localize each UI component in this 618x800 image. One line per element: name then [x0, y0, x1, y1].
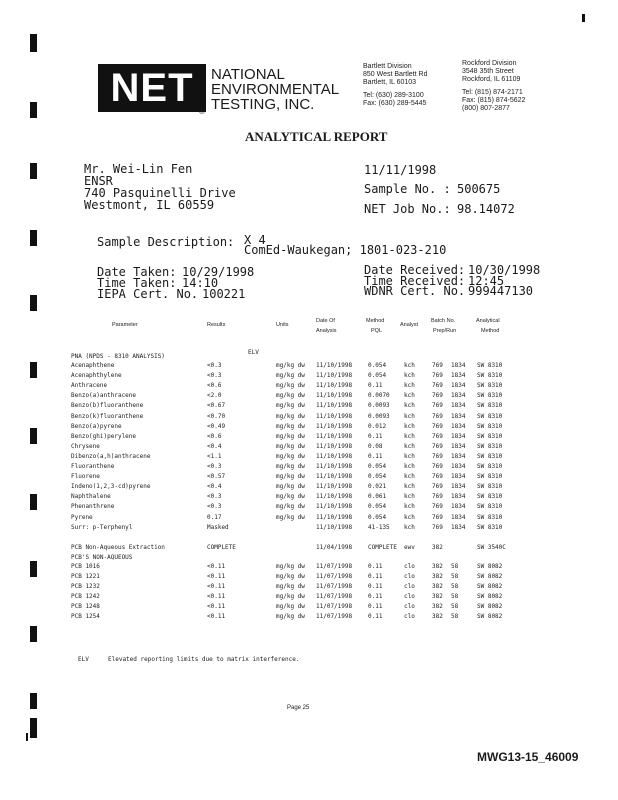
pna-row-a: kch: [404, 402, 415, 410]
pna-row-u: mg/kg dw: [276, 452, 305, 460]
pna-row-r: <0.3: [207, 503, 222, 511]
pna-row-d: 11/10/1998: [316, 452, 353, 460]
pcb-row-b1: 382: [432, 583, 443, 590]
pna-row-b2: 1834: [451, 392, 466, 400]
pna-row-b2: 1834: [451, 412, 466, 420]
pna-row-q: 0.08: [368, 442, 383, 450]
col-pql: PQL: [371, 328, 383, 334]
pna-row-d: 11/10/1998: [316, 412, 353, 420]
sample-desc-label: Sample Description:: [97, 235, 235, 249]
pna-row-a: kch: [404, 382, 415, 390]
pna-row-r: <1.1: [207, 452, 222, 460]
pna-row-q: 0.11: [368, 382, 383, 390]
pna-row-a: kch: [404, 503, 415, 511]
pcb-row-q: 0.11: [368, 583, 383, 590]
pcb-row-u: mg/kg dw: [276, 583, 305, 590]
pna-row-r: <0.4: [207, 442, 222, 450]
footnote-code: ELV: [78, 656, 89, 663]
pna-row-b2: 1834: [451, 422, 466, 430]
binding-mark: [30, 295, 37, 311]
pna-row-a: kch: [404, 412, 415, 420]
pna-row-p: Benzo(b)fluoranthene: [71, 402, 144, 410]
pna-row-m: SW 8310: [477, 422, 503, 430]
pcb-row-a: clo: [404, 563, 415, 570]
pcb-row-q: 0.11: [368, 563, 383, 570]
binding-mark: [30, 428, 37, 444]
pna-row-u: mg/kg dw: [276, 503, 305, 511]
pna-row-m: SW 8310: [477, 513, 503, 521]
pna-row-r: <0.3: [207, 362, 222, 369]
pna-row-m: SW 8310: [477, 412, 503, 420]
registered-icon: ®: [199, 107, 205, 116]
binding-mark: [30, 718, 37, 738]
pcb-row-p: PCB 1232: [71, 583, 100, 590]
pcb-row-p: PCB 1248: [71, 603, 100, 610]
pna-row-q: 0.054: [368, 362, 387, 369]
pna-row-d: 11/10/1998: [316, 422, 353, 430]
pna-row-u: mg/kg dw: [276, 422, 305, 430]
pna-row-a: kch: [404, 523, 415, 531]
pcb-row-u: mg/kg dw: [276, 573, 305, 580]
pna-row-r: 0.17: [207, 513, 222, 521]
pcb-row-u: mg/kg dw: [276, 593, 305, 600]
pna-row-d: 11/10/1998: [316, 392, 353, 400]
pcb-row-r: <0.11: [207, 563, 226, 570]
pna-row-b1: 769: [432, 493, 443, 501]
pcb-row-b2: 58: [451, 593, 459, 600]
pna-row-d: 11/10/1998: [316, 463, 353, 470]
sample-no-label: Sample No. :: [364, 182, 451, 196]
pna-row-a: kch: [404, 463, 415, 470]
pna-row-d: 11/10/1998: [316, 372, 353, 380]
pcb-row-b1: 382: [432, 613, 443, 620]
pna-row-u: mg/kg dw: [276, 483, 305, 491]
pna-row-u: mg/kg dw: [276, 392, 305, 400]
pcb-row-u: mg/kg dw: [276, 613, 305, 620]
pna-row-d: 11/10/1998: [316, 402, 353, 410]
pcb-row-b1: 382: [432, 573, 443, 580]
pna-row-m: SW 8310: [477, 503, 503, 511]
pna-row-u: mg/kg dw: [276, 412, 305, 420]
pna-row-r: <0.57: [207, 473, 226, 481]
document-id: MWG13-15_46009: [477, 750, 579, 764]
binding-mark: [30, 494, 37, 510]
pcb-row-p: PCB 1221: [71, 573, 100, 580]
pna-row-u: mg/kg dw: [276, 463, 305, 470]
pna-row-u: mg/kg dw: [276, 432, 305, 440]
pcb-row-d: 11/07/1998: [316, 613, 353, 620]
pna-row-b1: 769: [432, 422, 443, 430]
iepa-label: IEPA Cert. No.: [97, 287, 199, 301]
pna-row-r: <0.4: [207, 483, 222, 491]
pna-row-q: 0.11: [368, 452, 383, 460]
pcb-row-m: SW 8082: [477, 603, 503, 610]
pcb-row-m: SW 8082: [477, 613, 503, 620]
pcb-row-r: <0.11: [207, 603, 226, 610]
binding-mark: [30, 163, 37, 179]
binding-mark: [30, 362, 37, 378]
pna-row-q: 0.012: [368, 422, 387, 430]
pcb-row-a: clo: [404, 593, 415, 600]
pna-row-u: mg/kg dw: [276, 372, 305, 380]
pcb-row-a: clo: [404, 613, 415, 620]
date-taken-label: Date Taken:: [97, 265, 177, 279]
pna-row-q: 0.11: [368, 432, 383, 440]
pna-row-b2: 1834: [451, 372, 466, 380]
pna-row-b1: 769: [432, 442, 443, 450]
wdnr-value: 999447130: [468, 284, 534, 298]
pcb-row-p: PCB 1242: [71, 593, 100, 600]
pna-row-b2: 1834: [451, 523, 466, 531]
pna-row-r: <0.3: [207, 463, 222, 470]
pna-row-a: kch: [404, 473, 415, 481]
pna-row-m: SW 8310: [477, 382, 503, 390]
col-analytical: Analytical: [476, 318, 500, 324]
col-method2: Method: [481, 328, 500, 334]
extraction-parameter: PCB Non-Aqueous Extraction: [71, 544, 165, 551]
pcb-row-p: PCB 1254: [71, 613, 100, 620]
pna-row-b2: 1834: [451, 463, 466, 470]
group-header-pcb: PCB'S NON-AQUEOUS: [71, 554, 133, 561]
pna-row-b1: 769: [432, 372, 443, 380]
pna-row-r: Masked: [207, 523, 229, 531]
pna-row-d: 11/10/1998: [316, 523, 353, 531]
pcb-row-b2: 58: [451, 573, 459, 580]
pna-row-b2: 1834: [451, 432, 466, 440]
report-date: 11/11/1998: [364, 163, 437, 177]
pna-row-d: 11/10/1998: [316, 503, 353, 511]
pna-row-b1: 769: [432, 473, 443, 481]
job-no-label: NET Job No.:: [364, 202, 451, 216]
pna-row-q: 0.0070: [368, 392, 390, 400]
pna-row-p: Acenaphthene: [71, 362, 115, 369]
office-bartlett: Bartlett Division 850 West Bartlett Rd Bartlett, IL 60103 Tel: (630) 289-3100 Fax: (630) 289-5445: [363, 63, 428, 107]
pna-row-r: <0.49: [207, 422, 226, 430]
pna-row-u: mg/kg dw: [276, 493, 305, 501]
pna-row-b1: 769: [432, 402, 443, 410]
pna-row-p: Benzo(a)pyrene: [71, 422, 122, 430]
pna-row-q: 0.061: [368, 493, 387, 501]
pna-row-u: mg/kg dw: [276, 513, 305, 521]
pna-row-d: 11/10/1998: [316, 362, 353, 369]
iepa-value: 100221: [202, 287, 246, 301]
time-taken-label: Time Taken:: [97, 276, 177, 290]
col-date-of: Date Of: [316, 318, 335, 324]
pna-row-q: 0.054: [368, 463, 387, 470]
date-taken-value: 10/29/1998: [182, 265, 255, 279]
pcb-row-b1: 382: [432, 603, 443, 610]
pna-row-q: 41-135: [368, 523, 390, 531]
pcb-row-u: mg/kg dw: [276, 563, 305, 570]
pna-row-d: 11/10/1998: [316, 442, 353, 450]
pna-row-p: Pyrene: [71, 513, 93, 521]
extraction-pql: COMPLETE: [368, 544, 397, 551]
pcb-row-b2: 58: [451, 613, 459, 620]
time-taken-value: 14:10: [182, 276, 219, 290]
pna-row-m: SW 8310: [477, 483, 503, 491]
col-results: Results: [207, 322, 226, 328]
pna-row-p: Indeno(1,2,3-cd)pyrene: [71, 483, 151, 491]
pcb-row-m: SW 8082: [477, 583, 503, 590]
pcb-row-u: mg/kg dw: [276, 603, 305, 610]
pna-row-m: SW 8310: [477, 452, 503, 460]
pna-row-u: mg/kg dw: [276, 382, 305, 390]
pcb-row-r: <0.11: [207, 573, 226, 580]
pcb-row-b1: 382: [432, 563, 443, 570]
pna-row-p: Naphthalene: [71, 493, 111, 501]
pna-row-u: mg/kg dw: [276, 362, 305, 369]
pna-row-q: 0.0093: [368, 402, 390, 410]
pna-row-b1: 769: [432, 483, 443, 491]
pna-row-m: SW 8310: [477, 362, 503, 369]
binding-mark: [30, 693, 37, 709]
pna-row-p: Anthracene: [71, 382, 108, 390]
pcb-row-d: 11/07/1998: [316, 603, 353, 610]
pna-row-a: kch: [404, 422, 415, 430]
pna-row-a: kch: [404, 493, 415, 501]
binding-mark: [30, 102, 37, 118]
pcb-row-d: 11/07/1998: [316, 583, 353, 590]
pcb-row-q: 0.11: [368, 593, 383, 600]
binding-mark: [30, 561, 37, 577]
pna-row-b1: 769: [432, 382, 443, 390]
pna-row-b1: 769: [432, 503, 443, 511]
pna-row-q: 0.054: [368, 473, 387, 481]
office-rockford: Rockford Division 3548 35th Street Rockford, IL 61109 Tel: (815) 874-2171 Fax: (815) 874-5622 (800) 807-2877: [462, 60, 526, 112]
job-no-value: 98.14072: [457, 202, 515, 216]
pna-row-q: 0.054: [368, 513, 387, 521]
pcb-row-q: 0.11: [368, 573, 383, 580]
extraction-method: SW 3540C: [477, 544, 506, 551]
pna-row-r: <2.0: [207, 392, 222, 400]
pna-row-r: <0.6: [207, 432, 222, 440]
pcb-row-b2: 58: [451, 563, 459, 570]
pna-row-d: 11/10/1998: [316, 473, 353, 481]
pna-row-m: SW 8310: [477, 493, 503, 501]
sample-no-value: 500675: [457, 182, 501, 196]
pna-row-a: kch: [404, 392, 415, 400]
pna-row-b1: 769: [432, 463, 443, 470]
pcb-row-r: <0.11: [207, 613, 226, 620]
pna-row-r: <0.70: [207, 412, 226, 420]
extraction-date: 11/04/1998: [316, 544, 353, 551]
pna-row-a: kch: [404, 432, 415, 440]
pna-row-p: Chrysene: [71, 442, 100, 450]
pcb-row-q: 0.11: [368, 603, 383, 610]
extraction-result: COMPLETE: [207, 544, 236, 551]
pna-row-b2: 1834: [451, 503, 466, 511]
pna-row-d: 11/10/1998: [316, 493, 353, 501]
pcb-row-m: SW 8082: [477, 563, 503, 570]
binding-mark: [30, 230, 37, 246]
pcb-row-a: clo: [404, 573, 415, 580]
pna-row-b1: 769: [432, 523, 443, 531]
company-name-line1: NATIONAL: [211, 66, 285, 83]
col-analyst: Analyst: [400, 322, 419, 328]
page-number: Page 25: [287, 705, 310, 711]
pna-row-b2: 1834: [451, 452, 466, 460]
footnote-text: Elevated reporting limits due to matrix interference.: [108, 656, 300, 663]
pcb-row-a: clo: [404, 583, 415, 590]
wdnr-label: WDNR Cert. No.: [364, 284, 466, 298]
pna-row-p: Benzo(a)anthracene: [71, 392, 137, 400]
pna-row-a: kch: [404, 452, 415, 460]
pna-row-b1: 769: [432, 362, 443, 369]
pna-row-a: kch: [404, 372, 415, 380]
company-logo: NET: [98, 64, 206, 112]
sample-desc-line2: ComEd-Waukegan; 1801-023-210: [244, 243, 447, 257]
pna-row-m: SW 8310: [477, 372, 503, 380]
pna-row-m: SW 8310: [477, 402, 503, 410]
pna-row-d: 11/10/1998: [316, 382, 353, 390]
pcb-row-b2: 58: [451, 583, 459, 590]
pna-row-q: 0.054: [368, 503, 387, 511]
time-received-label: Time Received:: [364, 274, 466, 288]
pcb-row-q: 0.11: [368, 613, 383, 620]
pna-row-b1: 769: [432, 392, 443, 400]
pna-row-p: Benzo(k)fluoranthene: [71, 412, 144, 420]
pna-row-u: mg/kg dw: [276, 473, 305, 481]
pna-row-b2: 1834: [451, 382, 466, 390]
pcb-row-r: <0.11: [207, 583, 226, 590]
extraction-batch: 382: [432, 544, 443, 551]
time-received-value: 12:45: [468, 274, 505, 288]
date-received-value: 10/30/1998: [468, 263, 541, 277]
company-name-line2: ENVIRONMENTAL: [211, 81, 340, 98]
group-flag: ELV: [248, 349, 259, 356]
pna-row-p: Fluorene: [71, 473, 100, 481]
pna-row-b1: 769: [432, 412, 443, 420]
pna-row-b2: 1834: [451, 513, 466, 521]
pna-row-a: kch: [404, 442, 415, 450]
pna-row-q: 0.021: [368, 483, 387, 491]
pcb-row-m: SW 8082: [477, 593, 503, 600]
pna-row-m: SW 8310: [477, 523, 503, 531]
pna-row-q: 0.0093: [368, 412, 390, 420]
pna-row-b1: 769: [432, 432, 443, 440]
pcb-row-a: clo: [404, 603, 415, 610]
pna-row-u: mg/kg dw: [276, 442, 305, 450]
pna-row-b2: 1834: [451, 483, 466, 491]
binding-mark: [26, 733, 28, 741]
report-title: ANALYTICAL REPORT: [245, 129, 388, 144]
pcb-row-d: 11/07/1998: [316, 573, 353, 580]
pcb-row-d: 11/07/1998: [316, 593, 353, 600]
pna-row-q: 0.054: [368, 372, 387, 380]
pna-row-m: SW 8310: [477, 442, 503, 450]
pna-row-a: kch: [404, 362, 415, 369]
pcb-row-b2: 58: [451, 603, 459, 610]
binding-mark: [582, 14, 585, 22]
extraction-analyst: ewv: [404, 544, 415, 551]
pcb-row-b1: 382: [432, 593, 443, 600]
col-parameter: Parameter: [112, 322, 138, 328]
pcb-row-m: SW 8082: [477, 573, 503, 580]
recipient-address: Mr. Wei-Lin Fen ENSR 740 Pasquinelli Drive Westmont, IL 60559: [84, 162, 236, 212]
pcb-row-r: <0.11: [207, 593, 226, 600]
pna-row-a: kch: [404, 483, 415, 491]
company-name-line3: TESTING, INC.: [211, 96, 315, 113]
pna-row-b2: 1834: [451, 473, 466, 481]
pna-row-p: Acenaphthylene: [71, 372, 122, 380]
pna-row-r: <0.3: [207, 493, 222, 501]
pna-row-p: Surr: p-Terphenyl: [71, 523, 133, 531]
col-analysis: Analysis: [316, 328, 337, 334]
pna-row-r: <0.3: [207, 372, 222, 380]
group-header-pna: PNA (NPDS - 8310 ANALYSIS): [71, 353, 165, 360]
pna-row-b2: 1834: [451, 493, 466, 501]
pna-row-p: Benzo(ghi)perylene: [71, 432, 137, 440]
pna-row-p: Dibenzo(a,h)anthracene: [71, 452, 151, 460]
pna-row-m: SW 8310: [477, 473, 503, 481]
pna-row-r: <0.6: [207, 382, 222, 390]
col-prep-run: Prep/Run: [433, 328, 457, 334]
pna-row-b1: 769: [432, 513, 443, 521]
date-received-label: Date Received:: [364, 263, 466, 277]
binding-mark: [30, 34, 37, 52]
sample-desc-line1: X 4: [244, 233, 266, 247]
col-units: Units: [276, 322, 289, 328]
pna-row-b1: 769: [432, 452, 443, 460]
pna-row-p: Fluoranthene: [71, 463, 115, 470]
pna-row-m: SW 8310: [477, 392, 503, 400]
pcb-row-d: 11/07/1998: [316, 563, 353, 570]
pna-row-u: mg/kg dw: [276, 402, 305, 410]
pna-row-d: 11/10/1998: [316, 483, 353, 491]
pna-row-m: SW 8310: [477, 432, 503, 440]
pna-row-d: 11/10/1998: [316, 432, 353, 440]
col-method: Method: [366, 318, 385, 324]
col-batch: Batch No.: [431, 318, 456, 324]
pna-row-m: SW 8310: [477, 463, 503, 470]
pna-row-r: <0.67: [207, 402, 226, 410]
pna-row-b2: 1834: [451, 362, 466, 369]
pna-row-d: 11/10/1998: [316, 513, 353, 521]
pna-row-a: kch: [404, 513, 415, 521]
pna-row-b2: 1834: [451, 442, 466, 450]
pcb-row-p: PCB 1016: [71, 563, 100, 570]
binding-mark: [30, 626, 37, 642]
pna-row-b2: 1834: [451, 402, 466, 410]
pna-row-p: Phenanthrene: [71, 503, 115, 511]
